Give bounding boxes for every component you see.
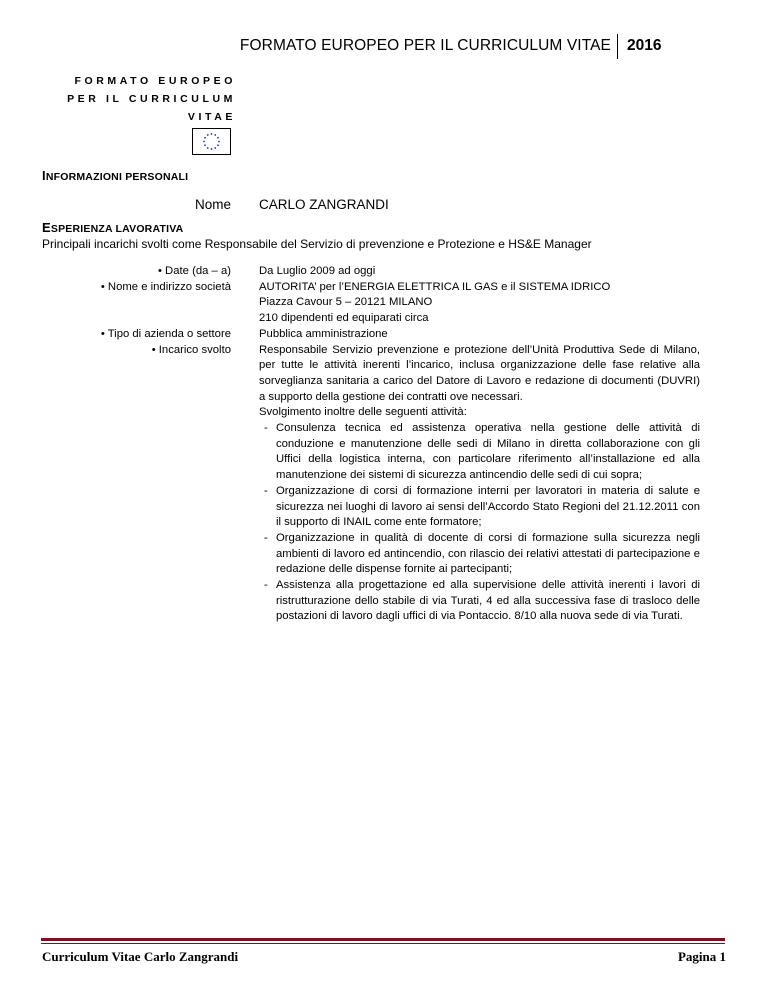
company-staff: 210 dipendenti ed equiparati circa [259, 312, 429, 325]
header-year: 2016 [627, 37, 662, 54]
header-separator [617, 34, 618, 59]
eu-star-icon [217, 144, 219, 146]
eu-star-icon [204, 144, 206, 146]
footer-left-text: Curriculum Vitae Carlo Zangrandi [42, 949, 239, 964]
eu-flag-icon [192, 128, 231, 155]
section-rest-text: NFORMAZIONI PERSONALI [45, 171, 189, 183]
activity-text: Consulenza tecnica ed assistenza operativa nella gestione delle attività di conduzione e manutenzione delle sedi di Milano in diretta collaborazione con gli Uffici della logistica interna, con particolare riferimento all’installazione ed alla manutenzione dei sistemi di sicurezza antincendio delle sedi di cui sopra; [276, 422, 700, 482]
dash-bullet: - [264, 579, 268, 592]
activities-list [259, 421, 700, 625]
role-description: Responsabile Servizio prevenzione e protezione dell’Unità Produttiva Sede di Milano, per tutte le attività inerenti l’incarico, inclusa organizzazione delle fase relative alla sorveglianza sanitaria a carico del Datore di Lavoro e redazione di documenti (DUVRI) a supporto della gestione dei contratti ove necessari. [259, 343, 700, 403]
sector-label: • Tipo di azienda o settore [100, 327, 231, 340]
experience-labels [101, 264, 231, 358]
list-item [259, 484, 700, 531]
company-label: • Nome e indirizzo società [100, 280, 231, 293]
date-value: Da Luglio 2009 ad oggi [259, 265, 376, 277]
label-spacer [101, 295, 231, 326]
eu-star-icon [214, 147, 216, 149]
list-item [259, 531, 700, 578]
sector-value: Pubblica amministrazione [259, 327, 388, 340]
section-rest-text: SPERIENZA LAVORATIVA [50, 223, 184, 235]
experience-subtitle: Principali incarichi svolti come Responsabile del Servizio di prevenzione e Protezione e HS&E Manager [42, 237, 592, 251]
eu-star-icon [207, 134, 209, 136]
footer-page-number: Pagina 1 [677, 949, 726, 964]
eu-star-icon [204, 137, 206, 139]
company-address: Piazza Cavour 5 – 20121 MILANO [259, 296, 433, 309]
format-title-line-2: PER IL CURRICULUM [67, 93, 236, 105]
activity-text: Organizzazione di corsi di formazione interni per lavoratori in materia di salute e sicurezza nei luoghi di lavoro ai sensi dell’Accordo Stato Regioni del 21.12.2011 con il supporto di INAIL come ente formatore; [276, 484, 700, 529]
eu-star-icon [211, 133, 213, 135]
format-title-block [40, 72, 236, 126]
footer-rule-thick [41, 938, 725, 941]
eu-star-icon [218, 141, 220, 143]
eu-star-icon [203, 141, 205, 143]
section-cap-letter: I [42, 168, 46, 183]
eu-star-icon [207, 147, 209, 149]
activity-text: Assistenza alla progettazione ed alla supervisione delle attività inerenti i lavori di ristrutturazione dello stabile di via Turati, 4 ed alla successiva fase di trasloco delle postazioni di lavoro dagli uffici di via Pontaccio. 8/10 alla nuova sede di via Turati. [276, 579, 700, 623]
activities-intro: Svolgimento inoltre delle seguenti attività: [259, 406, 467, 419]
eu-star-icon [217, 137, 219, 139]
eu-star-icon [214, 134, 216, 136]
name-value: CARLO ZANGRANDI [259, 197, 389, 212]
name-label: Nome [194, 197, 231, 212]
format-title-line-3: VITAE [187, 111, 236, 123]
experience-values [259, 264, 700, 625]
company-name: AUTORITA’ per l’ENERGIA ELETTRICA IL GAS e il SISTEMA IDRICO [259, 280, 611, 293]
section-title-work-experience [42, 220, 183, 235]
eu-star-icon [211, 148, 213, 150]
date-label: • Date (da – a) [157, 265, 231, 277]
role-label: • Incarico svolto [151, 343, 231, 356]
list-item [259, 578, 700, 625]
format-title-line-1: FORMATO EUROPEO [74, 75, 236, 87]
dash-bullet: - [264, 484, 268, 497]
header-title: FORMATO EUROPEO PER IL CURRICULUM VITAE [239, 37, 611, 54]
section-title-personal-info [42, 168, 188, 183]
dash-bullet: - [264, 531, 268, 544]
section-cap-letter: E [42, 220, 51, 235]
list-item [259, 421, 700, 484]
activity-text: Organizzazione in qualità di docente di corsi di formazione sulla sicurezza negli ambienti di lavoro ed antincendio, con rilascio dei relativi attestati di partecipazione e redazione delle dispense fornite ai partecipanti; [276, 531, 700, 576]
page-header [0, 34, 768, 58]
footer-rule-thin [41, 943, 725, 944]
dash-bullet: - [264, 422, 268, 435]
